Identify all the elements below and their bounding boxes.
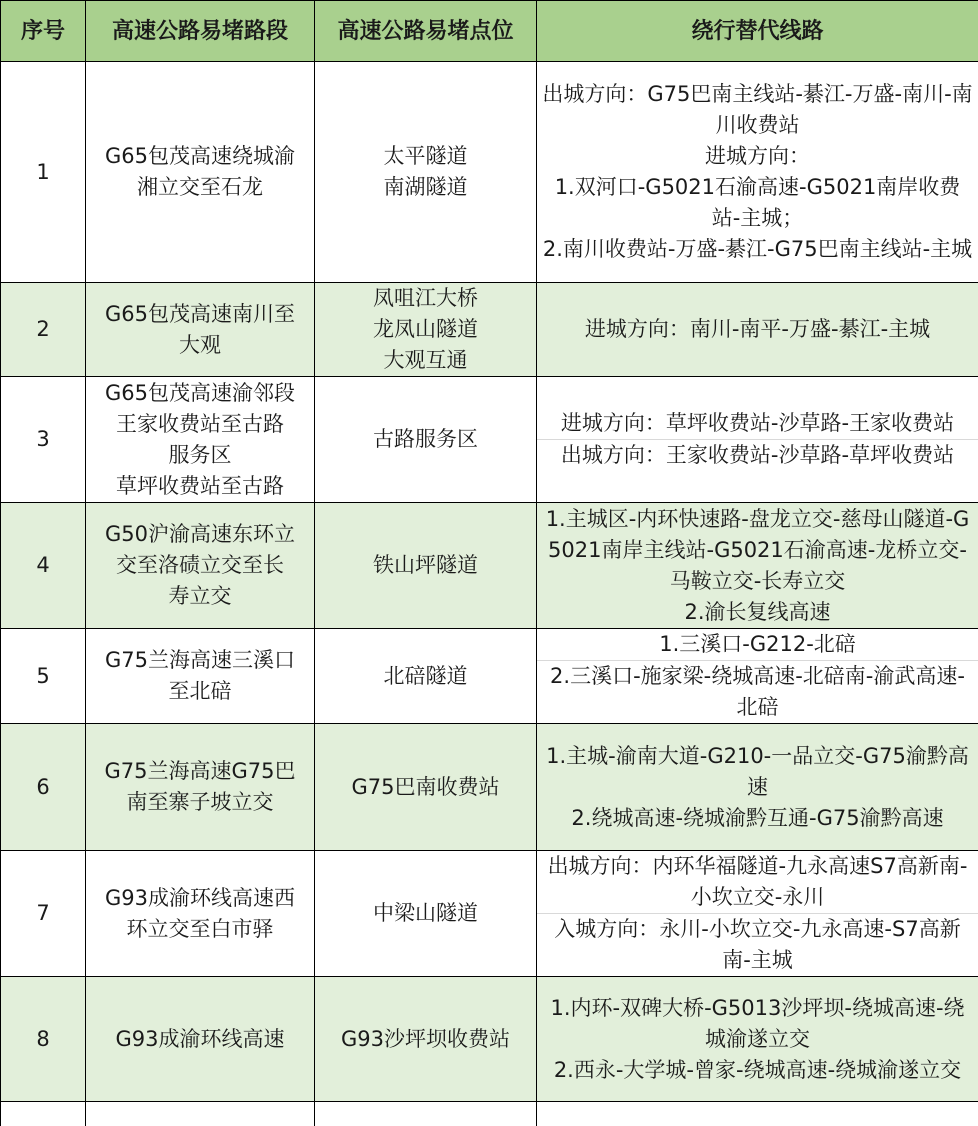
- section-line: G65包茂高速绕城渝: [86, 141, 314, 172]
- row-number: 8: [1, 977, 86, 1102]
- header-row: [1, 1, 978, 62]
- table-row: [1, 503, 978, 629]
- route-text: 进城方向：南川-南平-万盛-綦江-主城: [537, 314, 978, 345]
- point-line: 中梁山隧道: [315, 898, 536, 929]
- congestion-point: [315, 851, 537, 977]
- detour-route: [537, 629, 978, 724]
- section-line: G50沪渝高速东环立: [86, 519, 314, 550]
- row-number: 3: [1, 377, 86, 503]
- road-section: [86, 62, 315, 283]
- section-line: G65包茂高速渝邻段: [86, 378, 314, 409]
- table-row: [1, 377, 978, 503]
- congestion-point: [315, 977, 537, 1102]
- header-num: 序号: [1, 1, 86, 62]
- table-row: [1, 283, 978, 377]
- table-row: [1, 62, 978, 283]
- congestion-point: [315, 724, 537, 851]
- congestion-point: [315, 629, 537, 724]
- detour-route: [537, 503, 978, 629]
- detour-route: [537, 977, 978, 1102]
- route-text: 1.主城区-内环快速路-盘龙立交-慈母山隧道-G5021南岸主线站-G5021石渝高速-龙桥立交-马鞍立交-长寿立交: [537, 504, 978, 597]
- point-line: 龙凤山隧道: [315, 314, 536, 345]
- row-number: 1: [1, 62, 86, 283]
- section-line: 服务区: [86, 440, 314, 471]
- route-text: 2.南川收费站-万盛-綦江-G75巴南主线站-主城: [537, 234, 978, 265]
- section-line: 南至寨子坡立交: [86, 787, 314, 818]
- route-text: 入城方向：永川-小坎立交-九永高速-S7高新南-主城: [537, 913, 978, 976]
- route-text: 出城方向：内环华福隧道-九永高速S7高新南-小坎立交-永川: [537, 851, 978, 913]
- table-row: [1, 629, 978, 724]
- row-number: 4: [1, 503, 86, 629]
- point-line: 铁山坪隧道: [315, 550, 536, 581]
- route-text: 2.三溪口-施家梁-绕城高速-北碚南-渝武高速-北碚: [537, 660, 978, 723]
- point-line: 古路服务区: [315, 424, 536, 455]
- section-line: G75兰海高速三溪口: [86, 645, 314, 676]
- section-line: 大观: [86, 330, 314, 361]
- route-text: 出城方向：王家收费站-沙草路-草坪收费站: [537, 439, 978, 471]
- section-line: 王家收费站至古路: [86, 409, 314, 440]
- detour-route: [537, 377, 978, 503]
- point-line: 太平隧道: [315, 141, 536, 172]
- route-text: 出城方向：G75巴南主线站-綦江-万盛-南川-南川收费站: [537, 79, 978, 141]
- detour-route: [537, 851, 978, 977]
- detour-route: [537, 724, 978, 851]
- header-section: 高速公路易堵路段: [86, 1, 315, 62]
- row-number: 6: [1, 724, 86, 851]
- point-line: 南湖隧道: [315, 172, 536, 203]
- table-row: [1, 724, 978, 851]
- route-text: 1.内环-双碑大桥-G5013沙坪坝-绕城高速-绕城渝遂立交: [537, 993, 978, 1055]
- route-text: 2.绕城高速-绕城渝黔互通-G75渝黔高速: [537, 803, 978, 834]
- route-text: 2.西永-大学城-曾家-绕城高速-绕城渝遂立交: [537, 1055, 978, 1086]
- section-line: G93成渝环线高速: [86, 1024, 314, 1055]
- point-line: 北碚隧道: [315, 661, 536, 692]
- congestion-point: [315, 283, 537, 377]
- table-tail-row: [1, 1102, 978, 1126]
- point-line: G93沙坪坝收费站: [315, 1024, 536, 1055]
- road-section: [86, 977, 315, 1102]
- section-line: G75兰海高速G75巴: [86, 756, 314, 787]
- header-points: 高速公路易堵点位: [315, 1, 537, 62]
- section-line: 环立交至白市驿: [86, 914, 314, 945]
- route-text: 1.主城-渝南大道-G210-一品立交-G75渝黔高速: [537, 741, 978, 803]
- row-number: 5: [1, 629, 86, 724]
- road-section: [86, 283, 315, 377]
- section-line: 寿立交: [86, 581, 314, 612]
- header-routes: 绕行替代线路: [537, 1, 978, 62]
- road-section: [86, 724, 315, 851]
- row-number: 2: [1, 283, 86, 377]
- road-section: [86, 851, 315, 977]
- road-section: [86, 629, 315, 724]
- route-text: 1.三溪口-G212-北碚: [537, 629, 978, 660]
- section-line: 草坪收费站至古路: [86, 471, 314, 502]
- road-section: [86, 377, 315, 503]
- detour-route: [537, 283, 978, 377]
- section-line: G93成渝环线高速西: [86, 883, 314, 914]
- section-line: 至北碚: [86, 676, 314, 707]
- route-text: 进城方向：: [537, 141, 978, 172]
- table-row: [1, 851, 978, 977]
- congestion-point: [315, 62, 537, 283]
- detour-route: [537, 62, 978, 283]
- section-line: 湘立交至石龙: [86, 172, 314, 203]
- route-text: 进城方向：草坪收费站-沙草路-王家收费站: [537, 408, 978, 439]
- route-text: 2.渝长复线高速: [537, 597, 978, 628]
- point-line: G75巴南收费站: [315, 772, 536, 803]
- section-line: G65包茂高速南川至: [86, 299, 314, 330]
- road-section: [86, 503, 315, 629]
- table-row: [1, 977, 978, 1102]
- point-line: 大观互通: [315, 345, 536, 376]
- row-number: 7: [1, 851, 86, 977]
- route-text: 1.双河口-G5021石渝高速-G5021南岸收费站-主城；: [537, 172, 978, 234]
- point-line: 凤咀江大桥: [315, 283, 536, 314]
- congestion-point: [315, 503, 537, 629]
- congestion-point: [315, 377, 537, 503]
- section-line: 交至洛碛立交至长: [86, 550, 314, 581]
